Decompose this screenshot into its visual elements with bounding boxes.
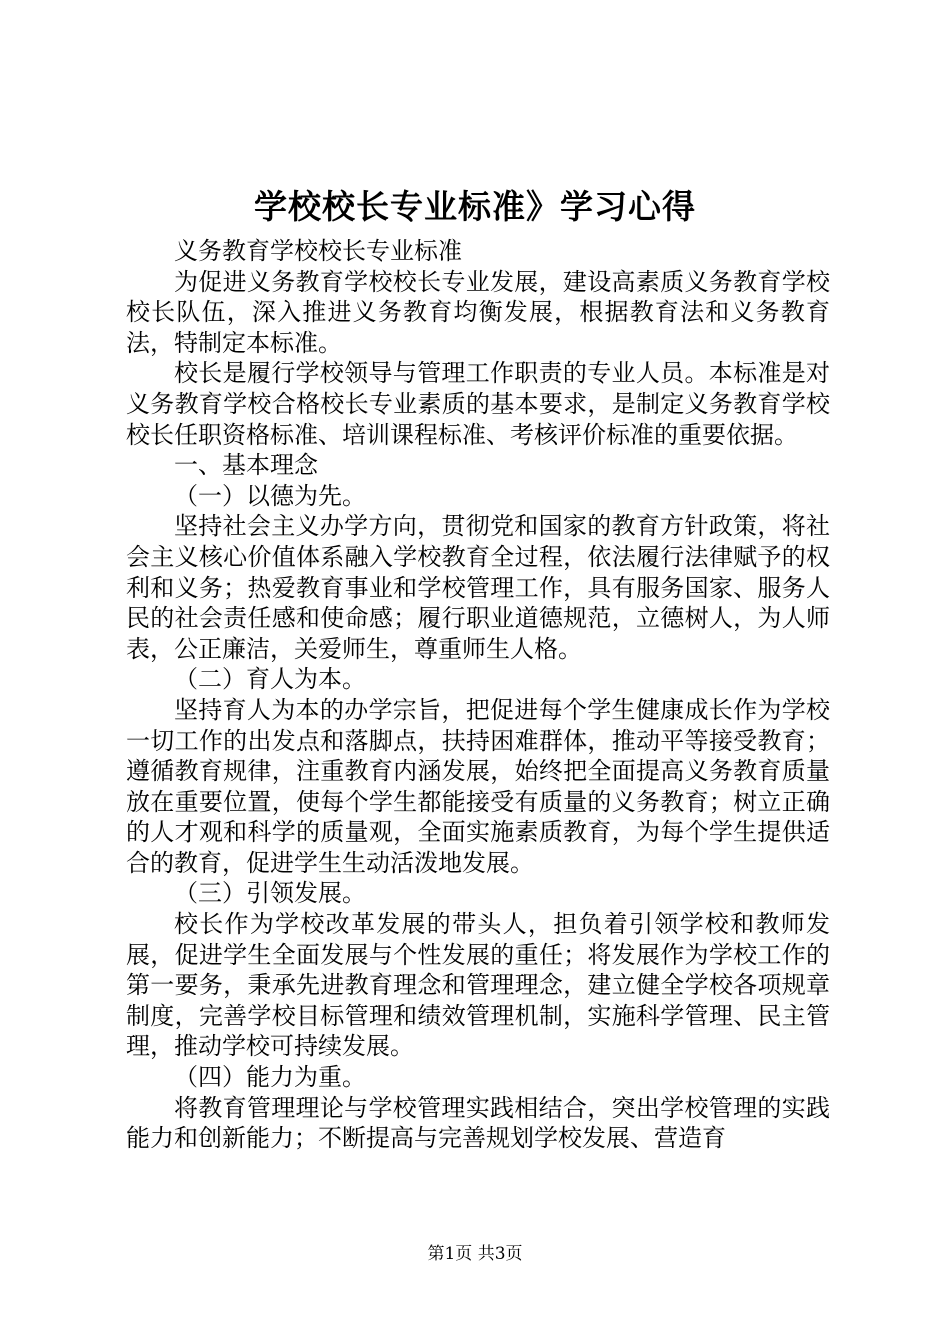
subsection-heading: （二）育人为本。 bbox=[174, 665, 366, 694]
body-paragraph: 坚持社会主义办学方向，贯彻党和国家的教育方针政策，将社会主义核心价值体系融入学校教育全过程，依法履行法律赋予的权利和义务；热爱教育事业和学校管理工作，具有服务国家、服务人民的社会责任感和使命感；履行职业道德规范，立德树人，为人师表，公正廉洁，关爱师生，尊重师生人格。 bbox=[126, 512, 830, 663]
body-paragraph: 坚持育人为本的办学宗旨，把促进每个学生健康成长作为学校一切工作的出发点和落脚点，扶持困难群体，推动平等接受教育；遵循教育规律，注重教育内涵发展，始终把全面提高义务教育质量放在重要位置，使每个学生都能接受有质量的义务教育；树立正确的人才观和科学的质量观，全面实施素质教育，为每个学生提供适合的教育，促进学生生动活泼地发展。 bbox=[126, 695, 830, 877]
body-paragraph: 校长作为学校改革发展的带头人，担负着引领学校和教师发展，促进学生全面发展与个性发展的重任；将发展作为学校工作的第一要务，秉承先进教育理念和管理理念，建立健全学校各项规章制度，完善学校目标管理和绩效管理机制，实施科学管理、民主管理，推动学校可持续发展。 bbox=[126, 910, 830, 1061]
body-paragraph: 将教育管理理论与学校管理实践相结合，突出学校管理的实践能力和创新能力；不断提高与完善规划学校发展、营造育 bbox=[126, 1093, 830, 1153]
subsection-heading: （四）能力为重。 bbox=[174, 1063, 366, 1092]
body-paragraph: 为促进义务教育学校校长专业发展，建设高素质义务教育学校校长队伍，深入推进义务教育均衡发展，根据教育法和义务教育法，特制定本标准。 bbox=[126, 267, 830, 357]
body-paragraph: 校长是履行学校领导与管理工作职责的专业人员。本标准是对义务教育学校合格校长专业素质的基本要求，是制定义务教育学校校长任职资格标准、培训课程标准、考核评价标准的重要依据。 bbox=[126, 359, 830, 449]
subsection-heading: （一）以德为先。 bbox=[174, 481, 366, 510]
page-number-footer: 第1页 共3页 bbox=[427, 1244, 523, 1264]
subsection-heading: （三）引领发展。 bbox=[174, 879, 366, 908]
section-heading: 一、基本理念 bbox=[174, 451, 318, 480]
subtitle-paragraph: 义务教育学校校长专业标准 bbox=[174, 237, 462, 265]
document-title: 学校校长专业标准》学习心得 bbox=[254, 187, 696, 226]
document-body bbox=[126, 236, 830, 1154]
